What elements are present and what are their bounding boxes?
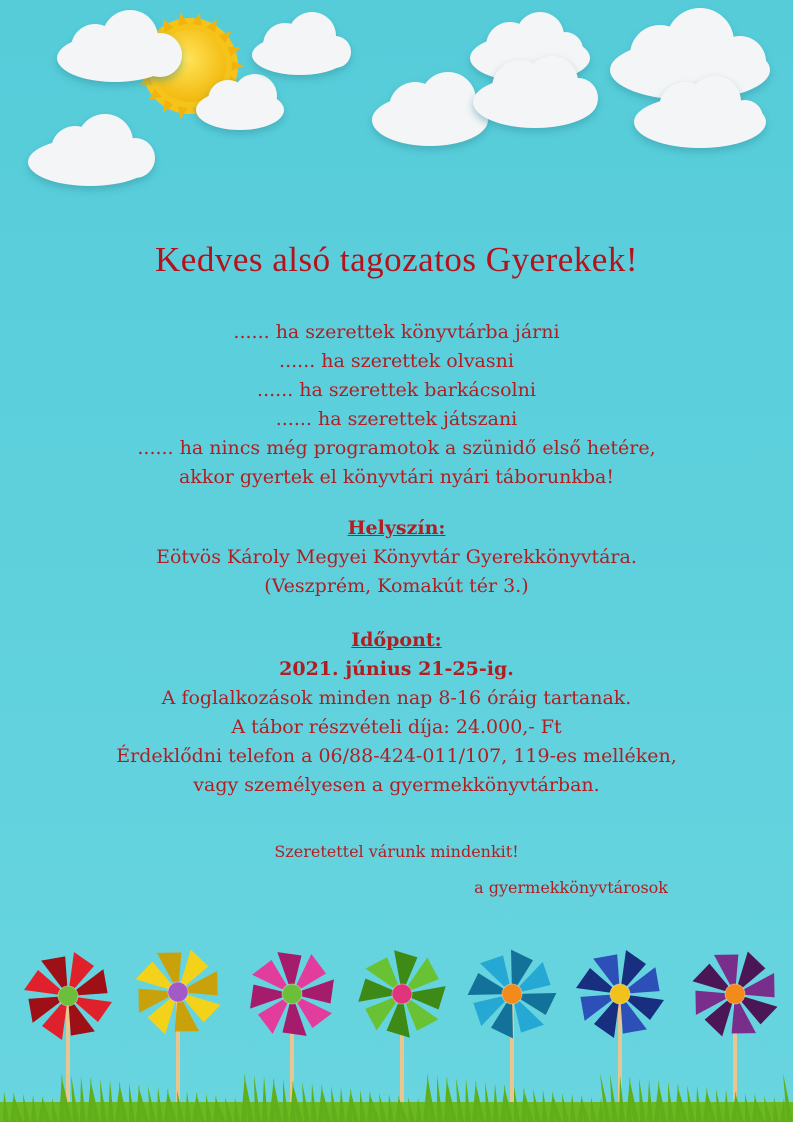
- signature: a gyermekkönyvtárosok: [474, 878, 668, 897]
- cloud-icon: [252, 12, 351, 75]
- pinwheel-row: [0, 930, 793, 1122]
- location-section: [0, 514, 793, 601]
- intro-line: ...... ha szerettek barkácsolni: [257, 379, 536, 401]
- event-date: 2021. június 21-25-ig.: [279, 658, 514, 680]
- event-hours: A foglalkozások minden nap 8-16 óráig tartanak.: [161, 687, 632, 709]
- cloud-icon: [372, 72, 488, 146]
- intro-text: [0, 318, 793, 492]
- location-name: Eötvös Károly Megyei Könyvtár Gyerekkönyvtára.: [156, 546, 637, 568]
- pinwheel-purple-icon: [666, 930, 793, 1063]
- page-title: Kedves alsó tagozatos Gyerekek!: [155, 240, 638, 279]
- time-section: [0, 626, 793, 800]
- time-heading: Időpont:: [351, 629, 442, 651]
- intro-line: ...... ha szerettek játszani: [275, 408, 518, 430]
- intro-line: akkor gyertek el könyvtári nyári táborunkba!: [178, 466, 614, 488]
- event-fee: A tábor részvételi díja: 24.000,- Ft: [231, 716, 562, 738]
- location-heading: Helyszín:: [347, 517, 446, 539]
- cloud-icon: [28, 114, 155, 186]
- contact-in-person: vagy személyesen a gyermekkönyvtárban.: [193, 774, 600, 796]
- location-address: (Veszprém, Komakút tér 3.): [264, 575, 529, 597]
- greeting: Szeretettel várunk mindenkit!: [274, 842, 519, 861]
- contact-phone: Érdeklődni telefon a 06/88-424-011/107, 119-es melléken,: [116, 745, 677, 767]
- intro-line: ...... ha nincs még programotok a szünidő első hetére,: [137, 437, 656, 459]
- intro-line: ...... ha szerettek olvasni: [279, 350, 514, 372]
- sky-decoration: [0, 0, 793, 230]
- grass: [0, 1073, 793, 1122]
- intro-line: ...... ha szerettek könyvtárba járni: [233, 321, 560, 343]
